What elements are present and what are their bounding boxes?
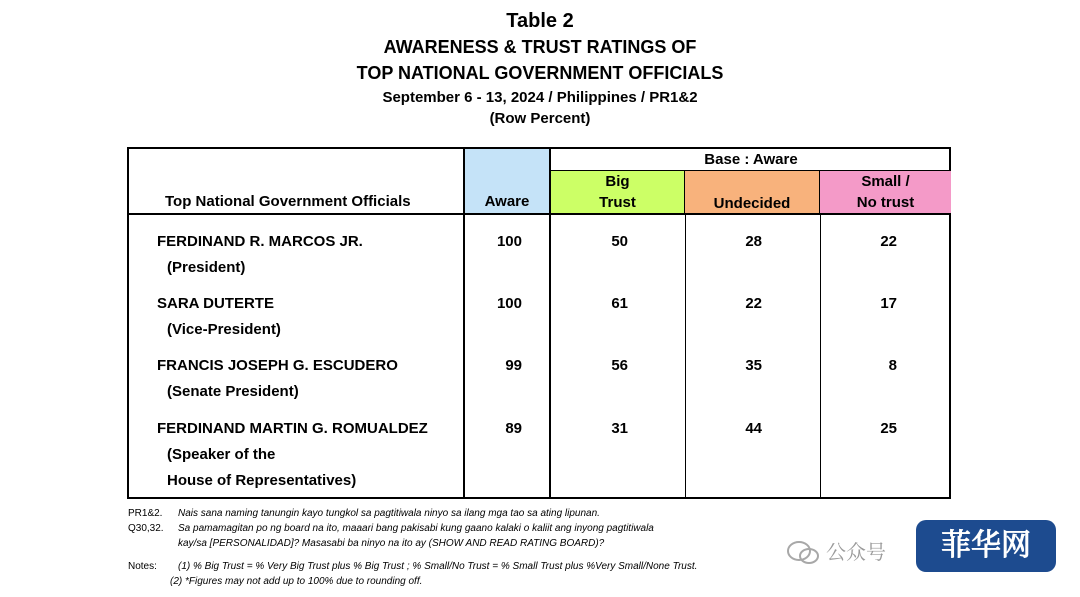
officials-column-header: Top National Government Officials <box>129 149 463 215</box>
aware-column-header: Aware <box>463 149 551 215</box>
table-title-block <box>0 8 1080 130</box>
watermark-text: 公众号 <box>826 542 886 564</box>
undecided-column-header: Undecided <box>685 171 820 215</box>
official-name: FERDINAND R. MARCOS JR. <box>157 233 363 250</box>
official-role: (Vice-President) <box>167 321 281 338</box>
footnotes <box>128 506 697 589</box>
table-label: Table 2 <box>506 10 574 32</box>
official-role: (Speaker of the <box>167 446 276 463</box>
note-label: Q30,32. <box>128 523 164 534</box>
big-trust-value: 61 <box>611 295 628 312</box>
big-trust-value: 50 <box>611 233 628 250</box>
wechat-icon <box>786 540 820 566</box>
small-no-trust-value: 22 <box>880 233 897 250</box>
aware-value: 99 <box>505 357 522 374</box>
official-name: FRANCIS JOSEPH G. ESCUDERO <box>157 357 398 374</box>
subtitle: September 6 - 13, 2024 / Philippines / PR1&2 <box>382 89 698 106</box>
ratings-table <box>127 147 951 499</box>
aware-value: 100 <box>496 295 522 312</box>
undecided-value: 22 <box>745 295 762 312</box>
official-name: FERDINAND MARTIN G. ROMUALDEZ <box>157 420 428 437</box>
base-aware-header: Base : Aware <box>551 149 951 171</box>
title-line-2: TOP NATIONAL GOVERNMENT OFFICIALS <box>356 63 724 83</box>
undecided-value: 28 <box>745 233 762 250</box>
small-no-trust-value: 17 <box>880 295 897 312</box>
note-text: (1) % Big Trust = % Very Big Trust plus % Big Trust ; % Small/No Trust = % Small Trust plus %Very Small/None Trust. <box>178 561 698 572</box>
official-name: SARA DUTERTE <box>157 295 274 312</box>
official-role: (Senate President) <box>167 383 299 400</box>
aware-value: 89 <box>505 420 522 437</box>
row-percent-label: (Row Percent) <box>489 110 591 127</box>
column-divider <box>549 215 551 497</box>
big-trust-value: 31 <box>611 420 628 437</box>
site-logo: 菲华网 <box>916 520 1056 572</box>
official-role: (President) <box>167 259 246 276</box>
big-trust-column-header: Big Trust <box>551 171 685 215</box>
note-label: PR1&2. <box>128 508 163 519</box>
small-no-trust-value: 25 <box>880 420 897 437</box>
note-text: kay/sa [PERSONALIDAD]? Masasabi ba ninyo na ito ay (SHOW AND READ RATING BOARD)? <box>178 538 605 549</box>
small-no-trust-column-header: Small / No trust <box>820 171 951 215</box>
official-role: House of Representatives) <box>167 472 357 489</box>
aware-value: 100 <box>496 233 522 250</box>
title-line-1: AWARENESS & TRUST RATINGS OF <box>383 37 697 57</box>
note-label: Notes: <box>128 561 157 572</box>
note-text: (2) *Figures may not add up to 100% due to rounding off. <box>170 576 423 587</box>
big-trust-value: 56 <box>611 357 628 374</box>
column-divider <box>820 215 821 497</box>
undecided-value: 44 <box>745 420 762 437</box>
small-no-trust-value: 8 <box>888 357 897 374</box>
note-text: Nais sana naming tanungin kayo tungkol sa pagtitiwala ninyo sa ilang mga tao sa ating lipunan. <box>178 508 600 519</box>
note-text: Sa pamamagitan po ng board na ito, maaari bang pakisabi kung gaano kalaki o kaliit ang inyong pagtitiwala <box>178 523 654 534</box>
column-divider <box>685 215 686 497</box>
undecided-value: 35 <box>745 357 762 374</box>
